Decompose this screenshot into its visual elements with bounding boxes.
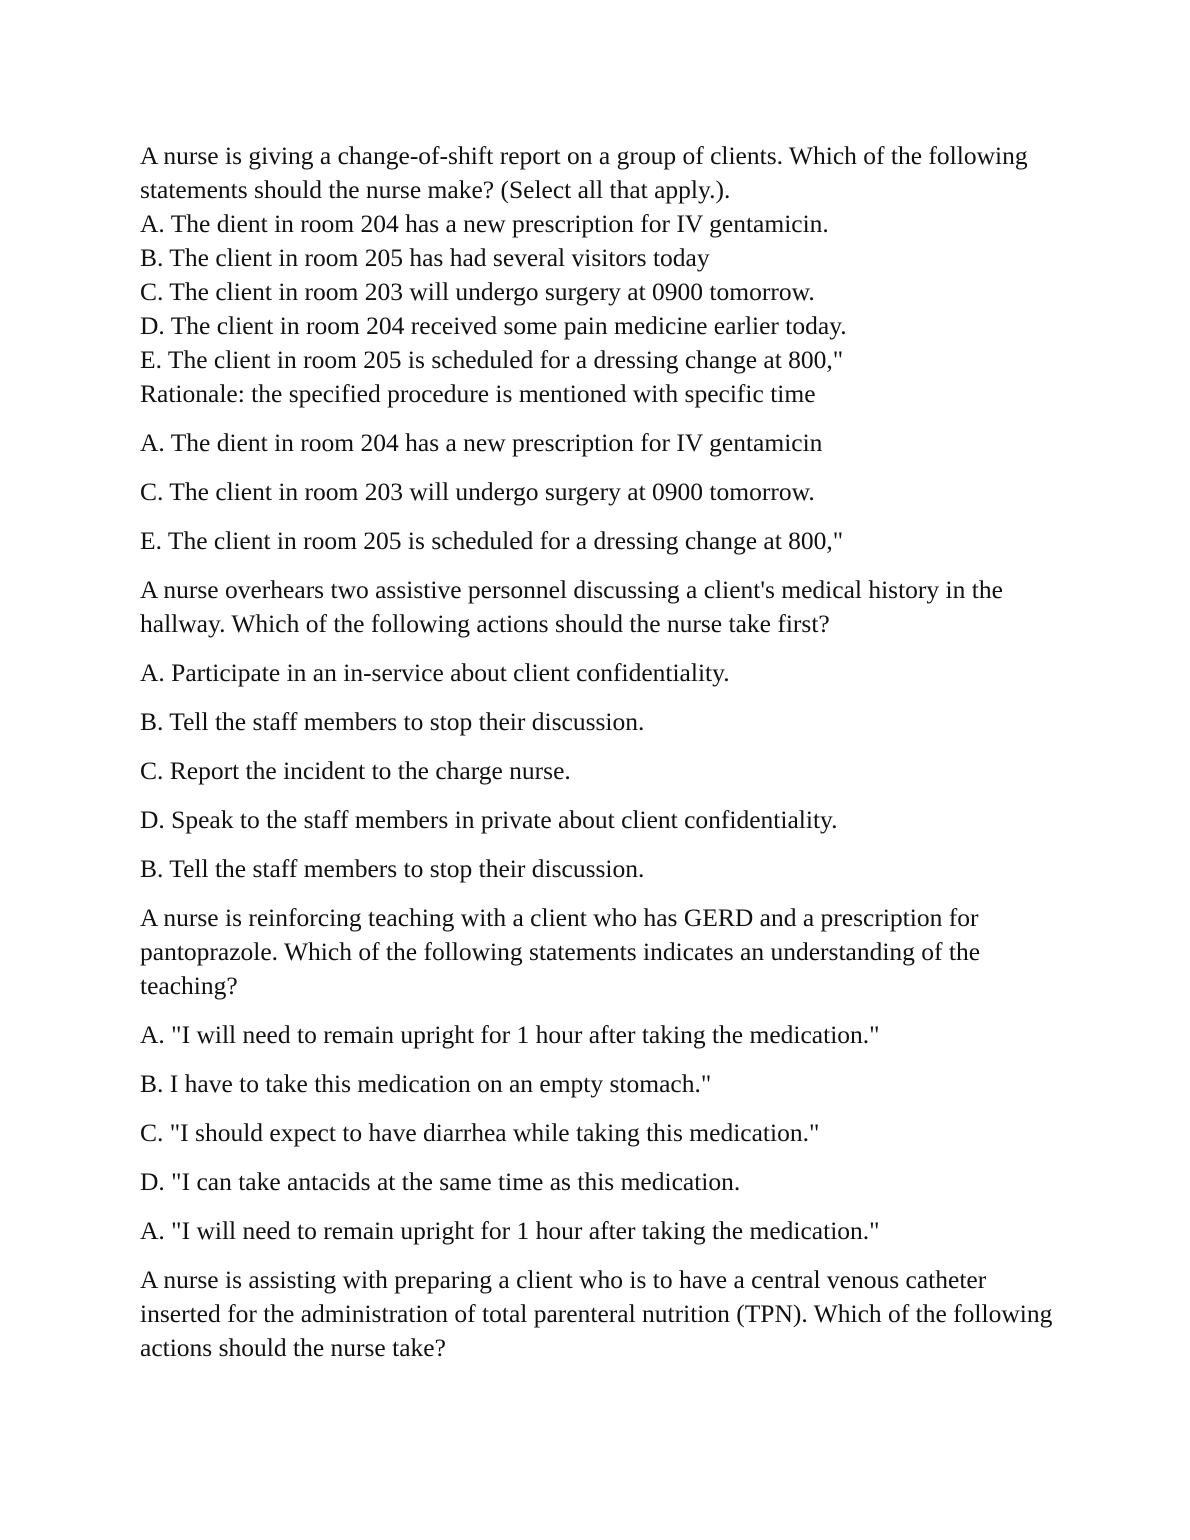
question-3-answer: A. "I will need to remain upright for 1 hour after taking the medication.": [140, 1216, 880, 1245]
question-3-option-c: C. "I should expect to have diarrhea while taking this medication.": [140, 1118, 820, 1147]
question-1-answer-a: A. The dient in room 204 has a new prescription for IV gentamicin: [140, 428, 823, 457]
document-body: [140, 139, 1055, 1380]
question-2-option-c: C. Report the incident to the charge nurse.: [140, 756, 571, 785]
question-1-stem: A nurse is giving a change-of-shift report on a group of clients. Which of the following statements should the nurse make? (Select all that apply.).: [140, 141, 1028, 204]
question-1-option-c: C. The client in room 203 will undergo surgery at 0900 tomorrow.: [140, 277, 815, 306]
question-3-option-d: D. "I can take antacids at the same time as this medication.: [140, 1167, 741, 1196]
question-3-stem: A nurse is reinforcing teaching with a client who has GERD and a prescription for pantoprazole. Which of the following statements indicates an understanding of the teaching?: [140, 903, 981, 1000]
question-2-option-a: A. Participate in an in-service about client confidentiality.: [140, 658, 730, 687]
question-1-rationale: Rationale: the specified procedure is mentioned with specific time: [140, 379, 816, 408]
question-2-stem: A nurse overhears two assistive personnel discussing a client's medical history in the hallway. Which of the following actions should the nurse take first?: [140, 575, 1003, 638]
question-2-option-d: D. Speak to the staff members in private about client confidentiality.: [140, 805, 838, 834]
question-2-answer: B. Tell the staff members to stop their discussion.: [140, 854, 645, 883]
question-1-option-e: E. The client in room 205 is scheduled for a dressing change at 800,": [140, 345, 844, 374]
question-3-option-b: B. I have to take this medication on an empty stomach.": [140, 1069, 712, 1098]
question-3-option-a: A. "I will need to remain upright for 1 hour after taking the medication.": [140, 1020, 880, 1049]
question-1-answer-c: C. The client in room 203 will undergo surgery at 0900 tomorrow.: [140, 477, 815, 506]
question-2-option-b: B. Tell the staff members to stop their discussion.: [140, 707, 645, 736]
question-1-option-b: B. The client in room 205 has had several visitors today: [140, 243, 710, 272]
question-1-option-a: A. The dient in room 204 has a new prescription for IV gentamicin.: [140, 209, 829, 238]
question-4-stem: A nurse is assisting with preparing a client who is to have a central venous catheter inserted for the administration of total parenteral nutrition (TPN). Which of the following actions should the nurse take?: [140, 1265, 1053, 1362]
question-1-answer-e: E. The client in room 205 is scheduled for a dressing change at 800,": [140, 526, 844, 555]
question-1-option-d: D. The client in room 204 received some pain medicine earlier today.: [140, 311, 847, 340]
